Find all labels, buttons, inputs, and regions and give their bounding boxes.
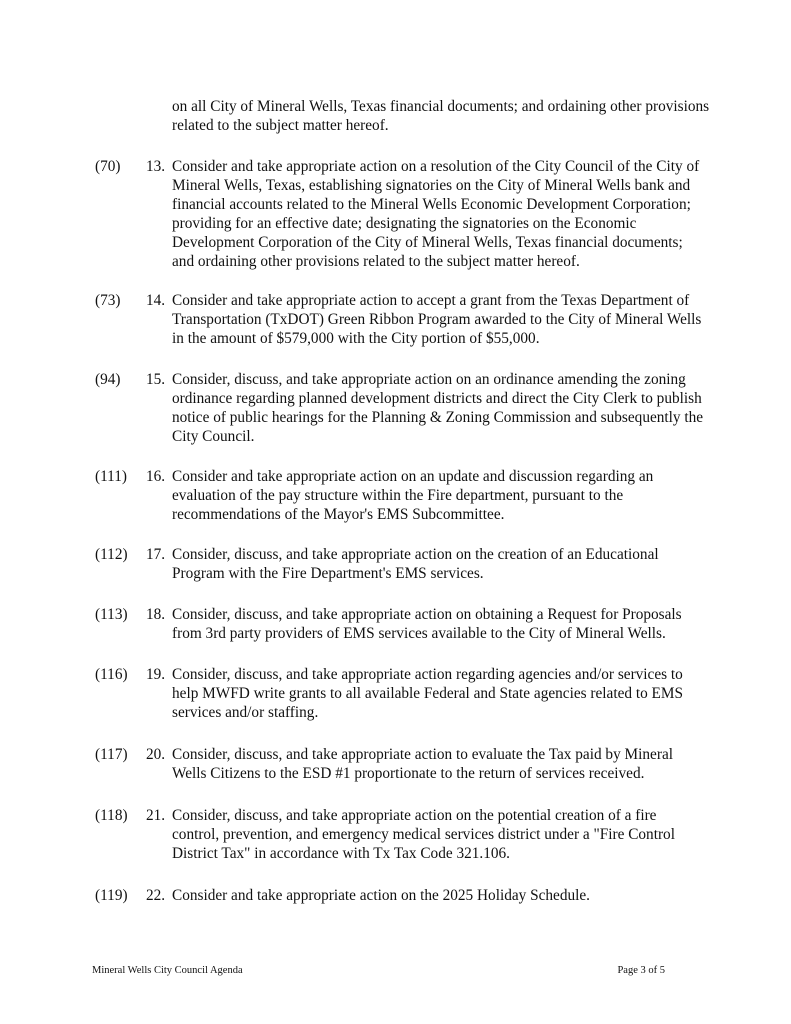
item-reference: (111) — [95, 468, 127, 485]
item-reference: (94) — [95, 371, 121, 388]
item-number: 19. — [146, 666, 166, 683]
item-text: Consider and take appropriate action on an update and discussion regarding an evaluation of the pay structure within the Fire department, pursuant to the recommendations of the Mayor's EMS Subcommittee. — [172, 468, 654, 523]
item-reference: (73) — [95, 292, 121, 309]
item-text: Consider, discuss, and take appropriate action on the creation of an Educational Program with the Fire Department's EMS services. — [172, 546, 659, 582]
footer-page-number: Page 3 of 5 — [617, 965, 665, 976]
item-number: 13. — [146, 158, 166, 175]
item-number: 18. — [146, 606, 166, 623]
item-text: Consider, discuss, and take appropriate action on the potential creation of a fire control, prevention, and emergency medical services district under a "Fire Control District Tax" in accordance with Tx Tax Code 321.106. — [172, 807, 675, 862]
item-text: Consider, discuss, and take appropriate action regarding agencies and/or services to help MWFD write grants to all available Federal and State agencies related to EMS services and/or staffing. — [172, 666, 684, 721]
item-text: Consider, discuss, and take appropriate action on an ordinance amending the zoning ordinance regarding planned development districts and direct the City Clerk to publish notice of public hearings for the Planning & Zoning Commission and subsequently the City Council. — [172, 371, 704, 445]
item-reference: (112) — [95, 546, 128, 563]
item-text: Consider, discuss, and take appropriate action to evaluate the Tax paid by Mineral Wells Citizens to the ESD #1 proportionate to the return of services received. — [172, 746, 673, 782]
footer-document-title: Mineral Wells City Council Agenda — [92, 965, 243, 976]
item-reference: (70) — [95, 158, 121, 175]
item-reference: (118) — [95, 807, 128, 824]
item-reference: (113) — [95, 606, 128, 623]
item-reference: (119) — [95, 887, 128, 904]
continuation-text: on all City of Mineral Wells, Texas financial documents; and ordaining other provisions related to the subject matter hereof. — [172, 98, 710, 134]
item-text: Consider and take appropriate action on the 2025 Holiday Schedule. — [172, 887, 590, 904]
item-number: 16. — [146, 468, 166, 485]
item-text: Consider and take appropriate action to accept a grant from the Texas Department of Transportation (TxDOT) Green Ribbon Program awarded to the City of Mineral Wells in the amount of $579,000 with the City portion of $55,000. — [172, 292, 702, 347]
item-number: 14. — [146, 292, 166, 309]
item-number: 22. — [146, 887, 166, 904]
item-text: Consider and take appropriate action on a resolution of the City Council of the City of Mineral Wells, Texas, establishing signatories on the City of Mineral Wells bank and financial accounts related to the Mineral Wells Economic Development Corporation; providing for an effective date; designating the signatories on the Economic Development Corporation of the City of Mineral Wells, Texas financial documents; and ordaining other provisions related to the subject matter hereof. — [172, 158, 700, 270]
item-reference: (117) — [95, 746, 128, 763]
item-number: 20. — [146, 746, 166, 763]
item-number: 17. — [146, 546, 166, 563]
item-number: 21. — [146, 807, 166, 824]
item-reference: (116) — [95, 666, 128, 683]
item-number: 15. — [146, 371, 166, 388]
item-text: Consider, discuss, and take appropriate action on obtaining a Request for Proposals from 3rd party providers of EMS services available to the City of Mineral Wells. — [172, 606, 682, 642]
